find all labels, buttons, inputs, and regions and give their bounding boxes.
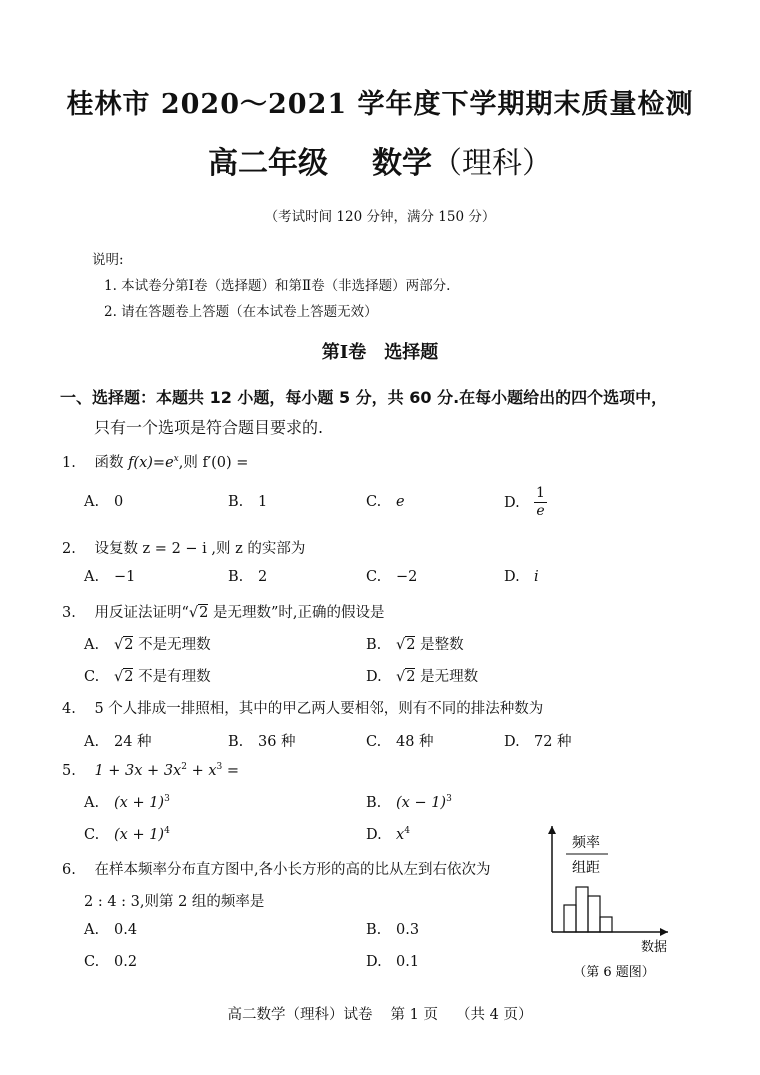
question-number: 3.	[62, 605, 76, 621]
option-value: 是整数	[415, 637, 464, 653]
option-value: (x + 1)	[114, 826, 165, 843]
sqrt-symbol: √2	[396, 669, 416, 685]
option-c[interactable]	[366, 494, 405, 510]
page-footer	[0, 1003, 760, 1024]
option-label: A.	[84, 922, 100, 938]
option-value: 0.4	[114, 922, 138, 938]
section-part: 第Ⅰ卷	[321, 342, 367, 363]
section-heading	[0, 338, 760, 364]
option-value: 0.2	[114, 954, 138, 970]
option-a[interactable]	[84, 730, 152, 751]
option-value: 不是有理数	[133, 669, 211, 685]
histogram-bar	[576, 887, 588, 932]
option-b[interactable]	[228, 569, 267, 585]
option-d[interactable]	[366, 826, 410, 843]
question-text: 5 个人排成一排照相，其中的甲乙两人要相邻，则有不同的排法种数为	[94, 701, 544, 717]
option-b[interactable]	[228, 494, 267, 510]
option-value: 0	[114, 494, 124, 510]
option-c[interactable]	[84, 954, 137, 970]
xlabel: 数据	[640, 940, 668, 955]
sqrt-symbol: √2	[114, 637, 134, 653]
option-label: A.	[84, 637, 100, 653]
option-value: 2	[258, 569, 268, 585]
option-label: A.	[84, 569, 100, 585]
option-a[interactable]	[84, 794, 170, 811]
option-d[interactable]	[366, 954, 419, 970]
radicand: 2	[406, 637, 416, 653]
histogram-bar	[588, 896, 600, 932]
option-c[interactable]	[84, 665, 211, 686]
question-math-sup: 3	[216, 762, 223, 772]
option-d[interactable]	[504, 569, 539, 585]
option-value: e	[396, 494, 405, 510]
option-b[interactable]	[366, 922, 419, 938]
frequency-histogram-figure	[546, 826, 676, 982]
option-b[interactable]	[228, 730, 296, 751]
fraction-denominator: e	[536, 503, 545, 519]
option-label: B.	[228, 734, 244, 750]
instruction-item: 2. 请在答题卷上答题（在本试卷上答题无效）	[104, 304, 378, 320]
question-math: 1 + 3x + 3x	[94, 762, 182, 779]
question-6	[62, 858, 491, 879]
option-label: D.	[366, 669, 382, 685]
option-label: B.	[366, 637, 382, 653]
option-label: A.	[84, 794, 100, 811]
question-4	[62, 697, 543, 718]
option-label: C.	[366, 734, 382, 750]
option-label: D.	[504, 734, 520, 750]
fraction-numerator: 1	[536, 485, 545, 501]
option-label: C.	[84, 826, 100, 843]
option-value: 48 种	[396, 734, 434, 750]
question-number: 5.	[62, 762, 76, 779]
question-math-sup: 2	[181, 762, 187, 772]
option-b[interactable]	[366, 794, 452, 811]
sqrt-symbol: √2	[114, 669, 134, 685]
exam-time-info: （考试时间 120 分钟，满分 150 分）	[264, 209, 496, 225]
option-c[interactable]	[366, 730, 434, 751]
figure-caption: （第 6 题图）	[573, 965, 655, 980]
question-math-sup: x	[173, 454, 179, 465]
option-sup: 3	[164, 794, 170, 804]
option-label: B.	[366, 794, 382, 811]
x-axis-arrow	[660, 928, 668, 936]
instructions-heading: 说明:	[92, 252, 124, 268]
question-text: ,则 f′(0) =	[178, 455, 249, 471]
option-label: B.	[228, 494, 244, 510]
option-value: 不是无理数	[133, 637, 211, 653]
option-value: −2	[396, 569, 418, 585]
option-d[interactable]	[504, 485, 547, 520]
instruction-item: 1. 本试卷分第Ⅰ卷（选择题）和第Ⅱ卷（非选择题）两部分.	[104, 278, 451, 294]
question-math: f(x)=e	[128, 455, 174, 471]
option-label: D.	[504, 569, 520, 585]
histogram-bar	[600, 917, 612, 932]
question-math: + x	[186, 762, 217, 779]
grade-label: 高二年级	[208, 146, 328, 181]
option-label: C.	[366, 569, 382, 585]
question-math: =	[222, 762, 240, 779]
radicand: 2	[124, 669, 134, 685]
option-label: C.	[84, 669, 100, 685]
question-text: 用反证法证明“	[94, 605, 189, 621]
question-number: 4.	[62, 701, 76, 717]
option-label: C.	[84, 954, 100, 970]
sqrt-symbol: √2	[396, 637, 416, 653]
option-a[interactable]	[84, 633, 211, 654]
question-text: 函数	[94, 455, 129, 471]
option-b[interactable]	[366, 633, 464, 654]
question-6-line2: 2 : 4 : 3,则第 2 组的频率是	[84, 894, 265, 910]
exam-subtitle	[0, 138, 760, 182]
radicand: 2	[124, 637, 134, 653]
y-axis-arrow	[548, 826, 556, 834]
option-value: 72 种	[534, 734, 572, 750]
option-a[interactable]	[84, 494, 123, 510]
option-label: A.	[84, 734, 100, 750]
option-value: 是无理数	[415, 669, 479, 685]
question-5	[62, 762, 239, 779]
option-sup: 4	[404, 826, 410, 836]
option-value: (x − 1)	[396, 794, 447, 811]
option-label: B.	[228, 569, 244, 585]
option-value: 0.1	[396, 954, 420, 970]
option-sup: 3	[446, 794, 452, 804]
option-value: 0.3	[396, 922, 420, 938]
option-value: x	[396, 826, 405, 843]
option-c[interactable]	[366, 569, 417, 585]
sqrt-symbol: √2	[188, 605, 209, 621]
question-number: 2.	[62, 541, 76, 557]
option-label: D.	[366, 826, 382, 843]
option-label: D.	[504, 494, 520, 511]
option-label: D.	[366, 954, 382, 970]
histogram-bars	[564, 887, 612, 932]
question-1	[62, 451, 248, 472]
option-label: B.	[366, 922, 382, 938]
option-d[interactable]	[504, 730, 572, 751]
question-2	[62, 537, 305, 558]
question-instruction-line2: 只有一个选项是符合题目要求的.	[94, 418, 324, 437]
option-d[interactable]	[366, 665, 478, 686]
question-text: 在样本频率分布直方图中,各小长方形的高的比从左到右依次为	[94, 862, 491, 878]
track-label: （理科）	[432, 146, 552, 181]
option-sup: 4	[164, 826, 170, 836]
question-text: 是无理数”时,正确的假设是	[208, 605, 385, 621]
option-label: A.	[84, 494, 100, 510]
option-a[interactable]	[84, 569, 135, 585]
footer-exam: 高二数学（理科）试卷	[227, 1007, 373, 1023]
question-instruction-line1: 一、选择题：本题共 12 小题，每小题 5 分，共 60 分.在每小题给出的四个选项中，	[60, 388, 668, 407]
question-3	[62, 601, 385, 622]
radicand: 2	[406, 669, 416, 685]
subject-label: 数学	[372, 146, 432, 181]
option-a[interactable]	[84, 922, 137, 938]
question-number: 1.	[62, 455, 76, 471]
option-value: (x + 1)	[114, 794, 165, 811]
section-name: 选择题	[384, 342, 439, 363]
option-label: C.	[366, 494, 382, 510]
option-value: i	[534, 569, 539, 585]
footer-page: 第 1 页	[390, 1007, 438, 1023]
option-value: 24 种	[114, 734, 152, 750]
ylabel-denominator: 组距	[572, 860, 600, 876]
option-value: −1	[114, 569, 136, 585]
footer-total: （共 4 页）	[456, 1007, 533, 1023]
histogram-bar	[564, 905, 576, 932]
exam-title: 桂林市 2020～2021 学年度下学期期末质量检测	[66, 89, 694, 120]
ylabel-numerator: 频率	[572, 835, 600, 851]
question-text: 设复数 z = 2 − i ,则 z 的实部为	[94, 541, 306, 557]
option-value: 1	[258, 494, 268, 510]
fraction	[534, 485, 547, 520]
radicand: 2	[199, 605, 209, 621]
option-c[interactable]	[84, 826, 170, 843]
option-value: 36 种	[258, 734, 296, 750]
question-number: 6.	[62, 862, 76, 878]
